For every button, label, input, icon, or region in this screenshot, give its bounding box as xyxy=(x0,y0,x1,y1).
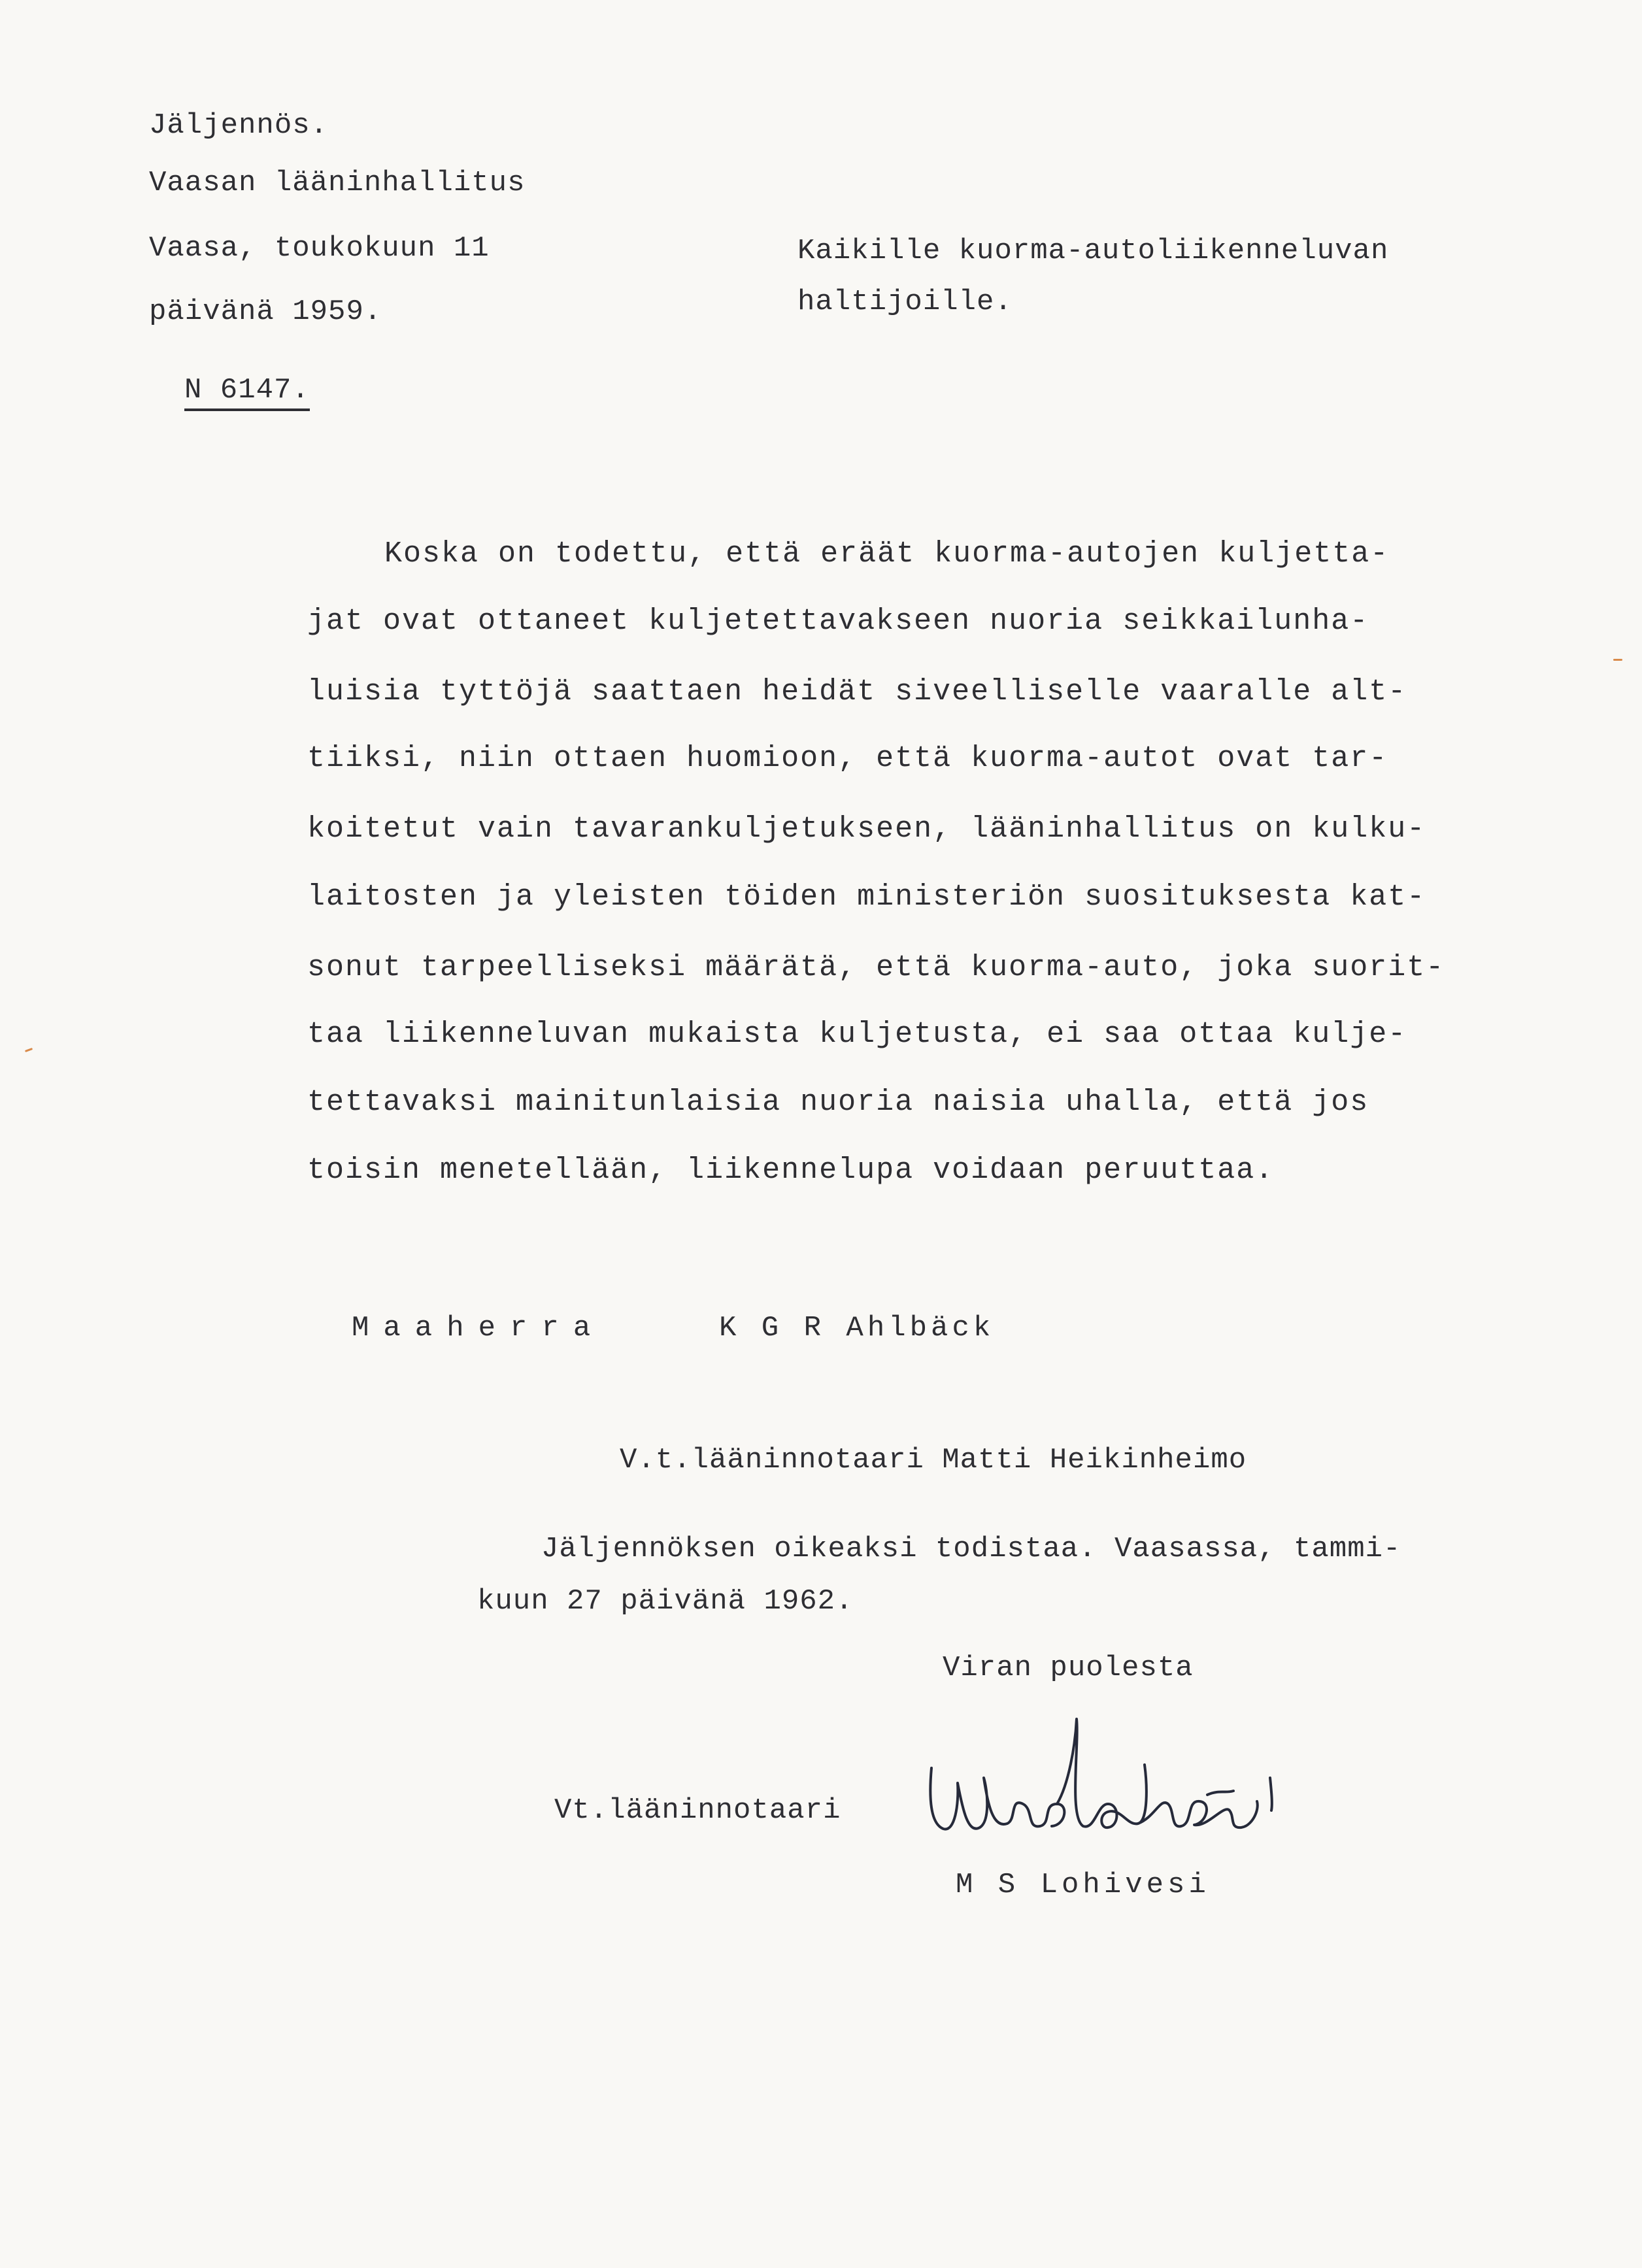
body-line: luisia tyttöjä saattaen heidät siveelliselle vaaralle alt- xyxy=(307,675,1407,709)
body-line: tettavaksi mainitunlaisia nuoria naisia uhalla, että jos xyxy=(307,1086,1369,1119)
reference-number: N 6147. xyxy=(184,376,310,411)
recipient-line-1: Kaikille kuorma-autoliikenneluvan xyxy=(797,235,1389,267)
copy-label: Jäljennös. xyxy=(149,109,329,142)
body-line: taa liikenneluvan mukaista kuljetusta, ei saa ottaa kulje- xyxy=(307,1018,1407,1051)
handwritten-signature xyxy=(912,1706,1291,1856)
body-line: sonut tarpeelliseksi määrätä, että kuorma-auto, joka suorit- xyxy=(307,951,1445,984)
body-line: Koska on todettu, että eräät kuorma-autojen kuljetta- xyxy=(384,537,1390,571)
body-line: laitosten ja yleisten töiden ministeriön suosituksesta kat- xyxy=(307,880,1426,914)
signer-title: Vt.lääninnotaari xyxy=(554,1794,841,1827)
authority-name: Vaasan lääninhallitus xyxy=(149,167,526,199)
governor-name: K G R Ahlbäck xyxy=(719,1312,995,1344)
certification-line-1: Jäljennöksen oikeaksi todistaa. Vaasassa, tammi- xyxy=(541,1533,1401,1565)
signer-name: M S Lohivesi xyxy=(956,1869,1210,1901)
recipient-line-2: haltijoille. xyxy=(797,286,1013,318)
notary-line: V.t.lääninnotaari Matti Heikinheimo xyxy=(620,1444,1247,1476)
governor-title: Maaherra xyxy=(352,1312,605,1344)
body-line: tiiksi, niin ottaen huomioon, että kuorma-autot ovat tar- xyxy=(307,742,1388,775)
place-date-line-1: Vaasa, toukokuun 11 xyxy=(149,232,490,265)
body-line: jat ovat ottaneet kuljetettavakseen nuoria seikkailunha- xyxy=(307,605,1369,638)
paper-speck xyxy=(25,1048,33,1052)
ex-officio-label: Viran puolesta xyxy=(943,1652,1194,1684)
paper-speck xyxy=(1613,659,1622,661)
body-line: koitetut vain tavarankuljetukseen, lääninhallitus on kulku- xyxy=(307,812,1426,846)
place-date-line-2: päivänä 1959. xyxy=(149,295,382,328)
body-line: toisin menetellään, liikennelupa voidaan peruuttaa. xyxy=(307,1154,1275,1187)
certification-line-2: kuun 27 päivänä 1962. xyxy=(477,1585,854,1618)
